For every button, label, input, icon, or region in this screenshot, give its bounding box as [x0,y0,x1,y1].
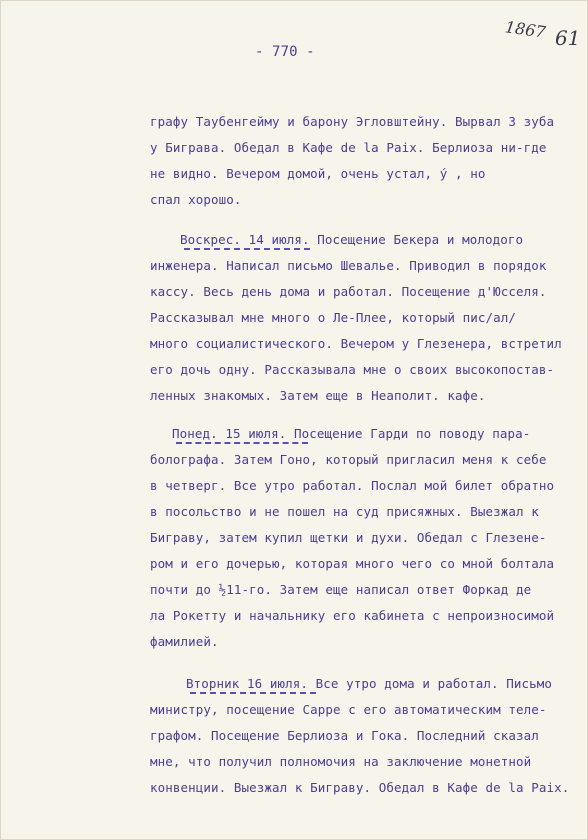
text-line: не видно. Вечером домой, очень устал, ý , но [150,166,486,181]
text-line: много социалистического. Вечером у Глезенера, встретил [150,336,562,351]
text-line: в четверг. Все утро работал. Послал мой билет обратно [150,478,555,493]
text-line: конвенции. Выезжал к Бигрaву. Обедал в Кафе de la Paix. [150,780,570,795]
text-line: ла Рокетту и начальнику его кабинета с непроизносимой [150,608,555,623]
date-heading: Вторник 16 июля. Все утро дома и работал. Письмо [186,676,553,691]
page-number: - 770 - [255,44,315,60]
text-line: графом. Посещение Берлиоза и Гока. Последний сказал [150,728,539,743]
text-line: ленных знакомых. Затем еще в Неаполит. кафе. [150,388,486,403]
text-line: в посольство и не пошел на суд присяжных. Выезжал к [150,504,539,519]
text-line: Рассказывал мне много о Ле-Плее, который пис/ал/ [150,310,517,325]
text-line: кассу. Весь день дома и работал. Посещение д'Юсселя. [150,284,547,299]
text-line: мне, что получил полномочия на заключение монетной [150,754,532,769]
text-line: спал хорошо. [150,192,242,207]
text-line: инженера. Написал письмо Шевалье. Приводил в порядок [150,258,547,273]
text-line: ром и его дочерью, которая много чего со мной болтала [150,556,555,571]
text-line: его дочь одну. Рассказывала мне о своих высокопостав- [150,362,555,377]
date-underline [176,442,308,444]
text-line: болографа. Затем Гоно, который пригласил меня к себе [150,452,547,467]
date-heading: Понед. 15 июля. Посещение Гарди по поводу пара- [172,426,531,441]
text-line: почти до ½11-го. Затем еще написал ответ Форкад де [150,582,532,597]
text-line: министру, посещение Сарре с его автоматическим теле- [150,702,547,717]
text-line: фамилией. [150,634,219,649]
date-underline [184,248,310,250]
date-heading: Воскрес. 14 июля. Посещение Бекера и молодого [180,232,524,247]
text-line: Бигрaву, затем купил щетки и духи. Обедал с Глезене- [150,530,547,545]
text-line: графу Таубенгейму и барону Эгловштейну. Вырвал 3 зуба [150,114,555,129]
text-line: у Бигрaва. Обедал в Кафе de la Paix. Берлиоза ни-где [150,140,547,155]
handwritten-year: 1867 [503,17,547,42]
date-underline [190,692,316,694]
handwritten-folio: 61 [555,26,581,50]
